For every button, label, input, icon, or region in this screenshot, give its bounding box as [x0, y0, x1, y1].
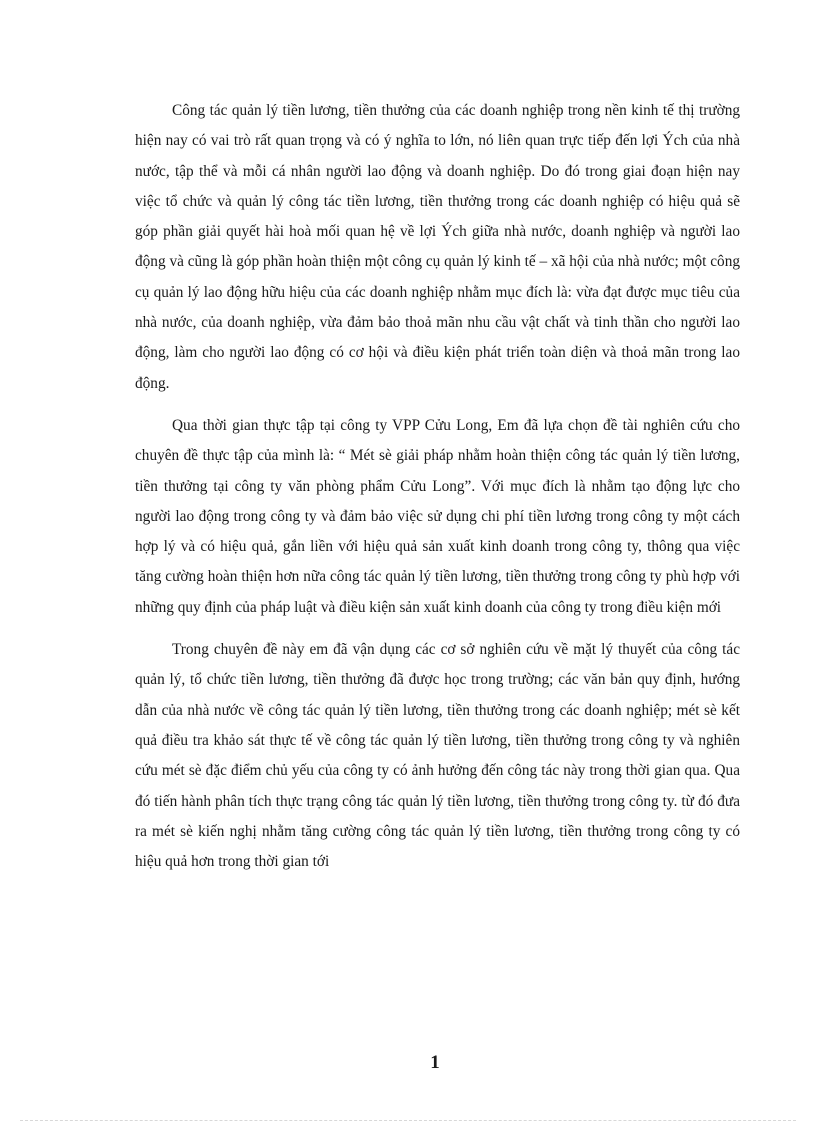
paragraph-3: Trong chuyên đề này em đã vận dụng các cơ sở nghiên cứu về mặt lý thuyết của công tác quản lý, tổ chức tiền lương, tiền thưởng đã được học trong trường; các văn bản quy định, hướng dẫn của nhà nước về công tác quản lý tiền lương, tiền thưởng trong các doanh nghiệp; mét sè kết quả điều tra khảo sát thực tế về công tác quản lý tiền lương, tiền thưởng trong công ty và nghiên cứu mét sè đặc điểm chủ yếu của công ty có ảnh hưởng đến công tác này trong thời gian qua. Qua đó tiến hành phân tích thực trạng công tác quản lý tiền lương, tiền thưởng trong công ty. từ đó đưa ra mét sè kiến nghị nhằm tăng cường công tác quản lý tiền lương, tiền thưởng trong công ty có hiệu quả hơn trong thời gian tới	[135, 641, 740, 871]
paragraph-2: Qua thời gian thực tập tại công ty VPP Cửu Long, Em đã lựa chọn đề tài nghiên cứu cho chuyên đề thực tập của mình là: “ Mét sè giải pháp nhằm hoàn thiện công tác quản lý tiền lương, tiền thưởng tại công ty văn phòng phẩm Cửu Long”. Với mục đích là nhằm tạo động lực cho người lao động trong công ty và đảm bảo việc sử dụng chi phí tiền lương trong công ty một cách hợp lý và có hiệu quả, gắn liền với hiệu quả sản xuất kinh doanh trong công ty, thông qua việc tăng cường hoàn thiện hơn nữa công tác quản lý tiền lương, tiền thưởng trong công ty phù hợp với những quy định của pháp luật và điều kiện sản xuất kinh doanh của công ty trong điều kiện mới	[135, 416, 740, 616]
page-bottom-divider	[20, 1120, 796, 1121]
document-body	[135, 96, 740, 889]
paragraph-1: Công tác quản lý tiền lương, tiền thưởng của các doanh nghiệp trong nền kinh tế thị trường hiện nay có vai trò rất quan trọng và có ý nghĩa to lớn, nó liên quan trực tiếp đến lợi Ých của nhà nước, tập thể và mỗi cá nhân người lao động và doanh nghiệp. Do đó trong giai đoạn hiện nay việc tổ chức và quản lý công tác tiền lương, tiền thưởng trong các doanh nghiệp có hiệu quả sẽ góp phần giải quyết hài hoà mối quan hệ về lợi Ých giữa nhà nước, doanh nghiệp và người lao động và cũng là góp phần hoàn thiện một công cụ quản lý kinh tế – xã hội của nhà nước; một công cụ quản lý lao động hữu hiệu của các doanh nghiệp nhằm mục đích là: vừa đạt được mục tiêu của nhà nước, của doanh nghiệp, vừa đảm bảo thoả mãn nhu cầu vật chất và tinh thần cho người lao động, làm cho người lao động có cơ hội và điều kiện phát triển toàn diện và thoả mãn trong lao động.	[135, 102, 740, 392]
page-number: 1	[430, 1052, 440, 1073]
